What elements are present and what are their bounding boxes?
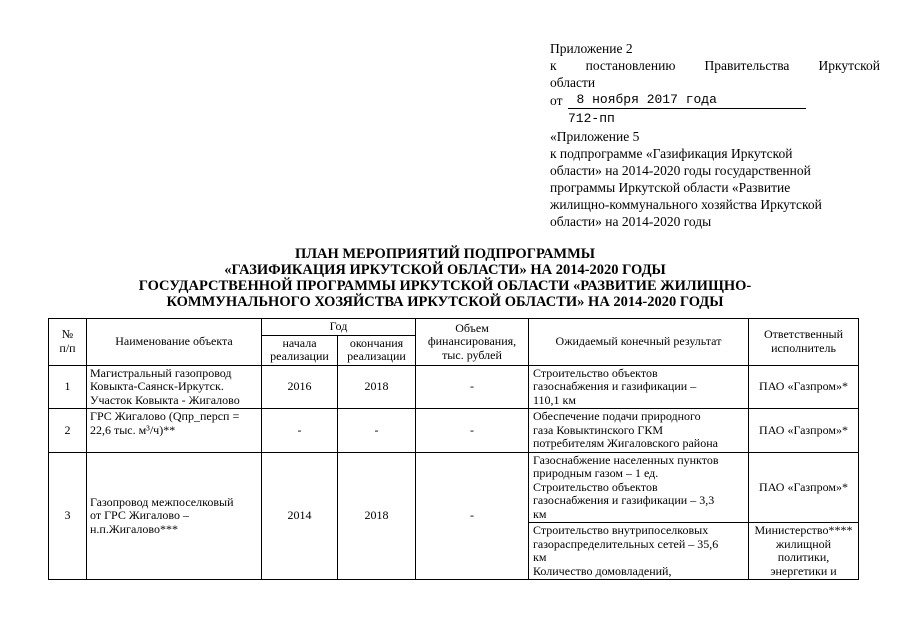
row-1-name-line-2: Ковыкта-Саянск-Иркутск. bbox=[90, 379, 224, 393]
row-3-executor-b-line-2: жилищной bbox=[775, 536, 832, 551]
row-3-result-b-line-2: газораспределительных сетей – 35,6 bbox=[533, 536, 719, 551]
appendix-5-line-1: «Приложение 5 bbox=[550, 129, 640, 144]
row-3-executor-b-line-1: Министерство**** bbox=[754, 523, 853, 537]
row-2-result-line-2: газа Ковыктинского ГКМ bbox=[533, 422, 663, 437]
appendix-5-line-5: жилищно-коммунального хозяйства Иркутской bbox=[550, 197, 822, 212]
header-year-start bbox=[262, 335, 338, 365]
header-fin-line-2: финансирования, bbox=[427, 334, 517, 348]
row-3-name bbox=[87, 452, 262, 580]
header-fin-line-1: Объем bbox=[455, 320, 489, 335]
header-year: Год bbox=[262, 319, 416, 336]
appendix-5-line-6: области» на 2014-2020 годы bbox=[550, 214, 712, 229]
row-3-result-a-line-3: Строительство объектов bbox=[533, 479, 658, 494]
row-3-name-line-1: Газопровод межпоселковый bbox=[90, 494, 234, 509]
row-3-executor-b-line-4: энергетики и bbox=[770, 563, 837, 578]
header-exec-line-1: Ответственный bbox=[763, 327, 844, 342]
row-2-end: - bbox=[338, 409, 416, 453]
resolution-date: 8 ноября 2017 года bbox=[568, 91, 806, 109]
header-year-end bbox=[338, 335, 416, 365]
header-object-name: Наименование объекта bbox=[87, 319, 262, 366]
table-row bbox=[49, 365, 859, 409]
header-financing bbox=[416, 319, 529, 366]
row-3-num: 3 bbox=[49, 452, 87, 580]
row-3-result-a-line-5: км bbox=[533, 506, 547, 521]
row-3-result-a-line-4: газоснабжения и газификации – 3,3 bbox=[533, 493, 715, 507]
row-2-start: - bbox=[262, 409, 338, 453]
row-2-financing: - bbox=[416, 409, 529, 453]
header-result: Ожидаемый конечный результат bbox=[529, 319, 749, 366]
row-2-result-line-1: Обеспечение подачи природного bbox=[533, 409, 701, 423]
row-3-result-a-line-1: Газоснабжение населенных пунктов bbox=[533, 452, 719, 467]
table-header-row bbox=[49, 319, 859, 336]
row-2-name bbox=[87, 409, 262, 453]
measures-table bbox=[48, 318, 859, 580]
title-line-1: ПЛАН МЕРОПРИЯТИЙ ПОДПРОГРАММЫ bbox=[294, 246, 596, 262]
title-line-3: ГОСУДАРСТВЕННОЙ ПРОГРАММЫ ИРКУТСКОЙ ОБЛАСТИ «РАЗВИТИЕ ЖИЛИЩНО- bbox=[138, 278, 752, 294]
row-3-end: 2018 bbox=[338, 452, 416, 580]
row-3-start: 2014 bbox=[262, 452, 338, 580]
header-num bbox=[49, 319, 87, 366]
row-2-num: 2 bbox=[49, 409, 87, 453]
row-2-name-line-1: ГРС Жигалово (Qпр_персп = bbox=[90, 409, 240, 423]
row-1-num: 1 bbox=[49, 365, 87, 409]
row-1-result-line-1: Строительство объектов bbox=[533, 365, 658, 380]
row-2-name-line-2: 22,6 тыс. м³/ч)** bbox=[90, 422, 176, 437]
header-end-line-2: реализации bbox=[347, 349, 406, 363]
appendix-5-line-4: программы Иркутской области «Развитие bbox=[550, 180, 791, 195]
row-1-result-line-3: 110,1 км bbox=[533, 392, 576, 407]
row-1-name bbox=[87, 365, 262, 409]
row-1-financing: - bbox=[416, 365, 529, 409]
header-fin-line-3: тыс. рублей bbox=[442, 347, 502, 362]
row-1-executor: ПАО «Газпром»* bbox=[749, 365, 859, 409]
table-row bbox=[49, 452, 859, 523]
header-num-line-2: п/п bbox=[59, 340, 76, 355]
row-3-executor-b bbox=[749, 523, 859, 580]
row-2-result-line-3: потребителям Жигаловского района bbox=[533, 436, 718, 450]
row-2-executor: ПАО «Газпром»* bbox=[749, 409, 859, 453]
appendix-2-header bbox=[550, 40, 880, 127]
row-2-result bbox=[529, 409, 749, 453]
header-end-line-1: окончания bbox=[349, 335, 404, 350]
header-num-line-1: № bbox=[61, 327, 74, 342]
header-start-line-2: реализации bbox=[270, 349, 329, 363]
appendix-5-line-3: области» на 2014-2020 годы государственной bbox=[550, 163, 811, 178]
table-row bbox=[49, 409, 859, 453]
title-line-2: «ГАЗИФИКАЦИЯ ИРКУТСКОЙ ОБЛАСТИ» НА 2014-2020 ГОДЫ bbox=[224, 262, 666, 278]
row-3-result-b-line-1: Строительство внутрипоселковых bbox=[533, 523, 709, 537]
row-1-result-line-2: газоснабжения и газификации – bbox=[533, 379, 697, 393]
row-1-result bbox=[529, 365, 749, 409]
date-prefix: от bbox=[550, 93, 563, 108]
row-3-financing: - bbox=[416, 452, 529, 580]
header-executor bbox=[749, 319, 859, 366]
appendix-2-region-line: области bbox=[550, 75, 596, 90]
appendix-2-resolution-line: к постановлению Правительства Иркутской bbox=[550, 58, 880, 73]
header-start-line-1: начала bbox=[282, 335, 317, 350]
appendix-2-date-line bbox=[550, 91, 880, 109]
header-exec-line-2: исполнитель bbox=[771, 340, 836, 355]
appendix-2-title: Приложение 2 bbox=[550, 41, 633, 56]
row-3-result-b-line-4: Количество домовладений, bbox=[533, 563, 672, 578]
row-1-name-line-3: Участок Ковыкта - Жигалово bbox=[90, 392, 240, 407]
document-title bbox=[100, 246, 790, 310]
row-3-executor-b-line-3: политики, bbox=[777, 550, 830, 564]
resolution-number: 712-пп bbox=[568, 111, 615, 126]
row-3-name-line-2: от ГРС Жигалово – bbox=[90, 508, 189, 522]
appendix-5-header bbox=[550, 128, 880, 230]
title-line-4: КОММУНАЛЬНОГО ХОЗЯЙСТВА ИРКУТСКОЙ ОБЛАСТИ» НА 2014-2020 ГОДЫ bbox=[166, 294, 724, 310]
row-1-end: 2018 bbox=[338, 365, 416, 409]
row-3-name-line-3: н.п.Жигалово*** bbox=[90, 521, 178, 536]
row-3-result-b bbox=[529, 523, 749, 580]
row-3-result-a-line-2: природным газом – 1 ед. bbox=[533, 466, 659, 480]
appendix-5-line-2: к подпрограмме «Газификация Иркутской bbox=[550, 146, 793, 161]
row-3-result-a bbox=[529, 452, 749, 523]
row-1-name-line-1: Магистральный газопровод bbox=[90, 365, 232, 380]
row-1-start: 2016 bbox=[262, 365, 338, 409]
row-3-executor-a: ПАО «Газпром»* bbox=[749, 452, 859, 523]
row-3-result-b-line-3: км bbox=[533, 550, 547, 564]
